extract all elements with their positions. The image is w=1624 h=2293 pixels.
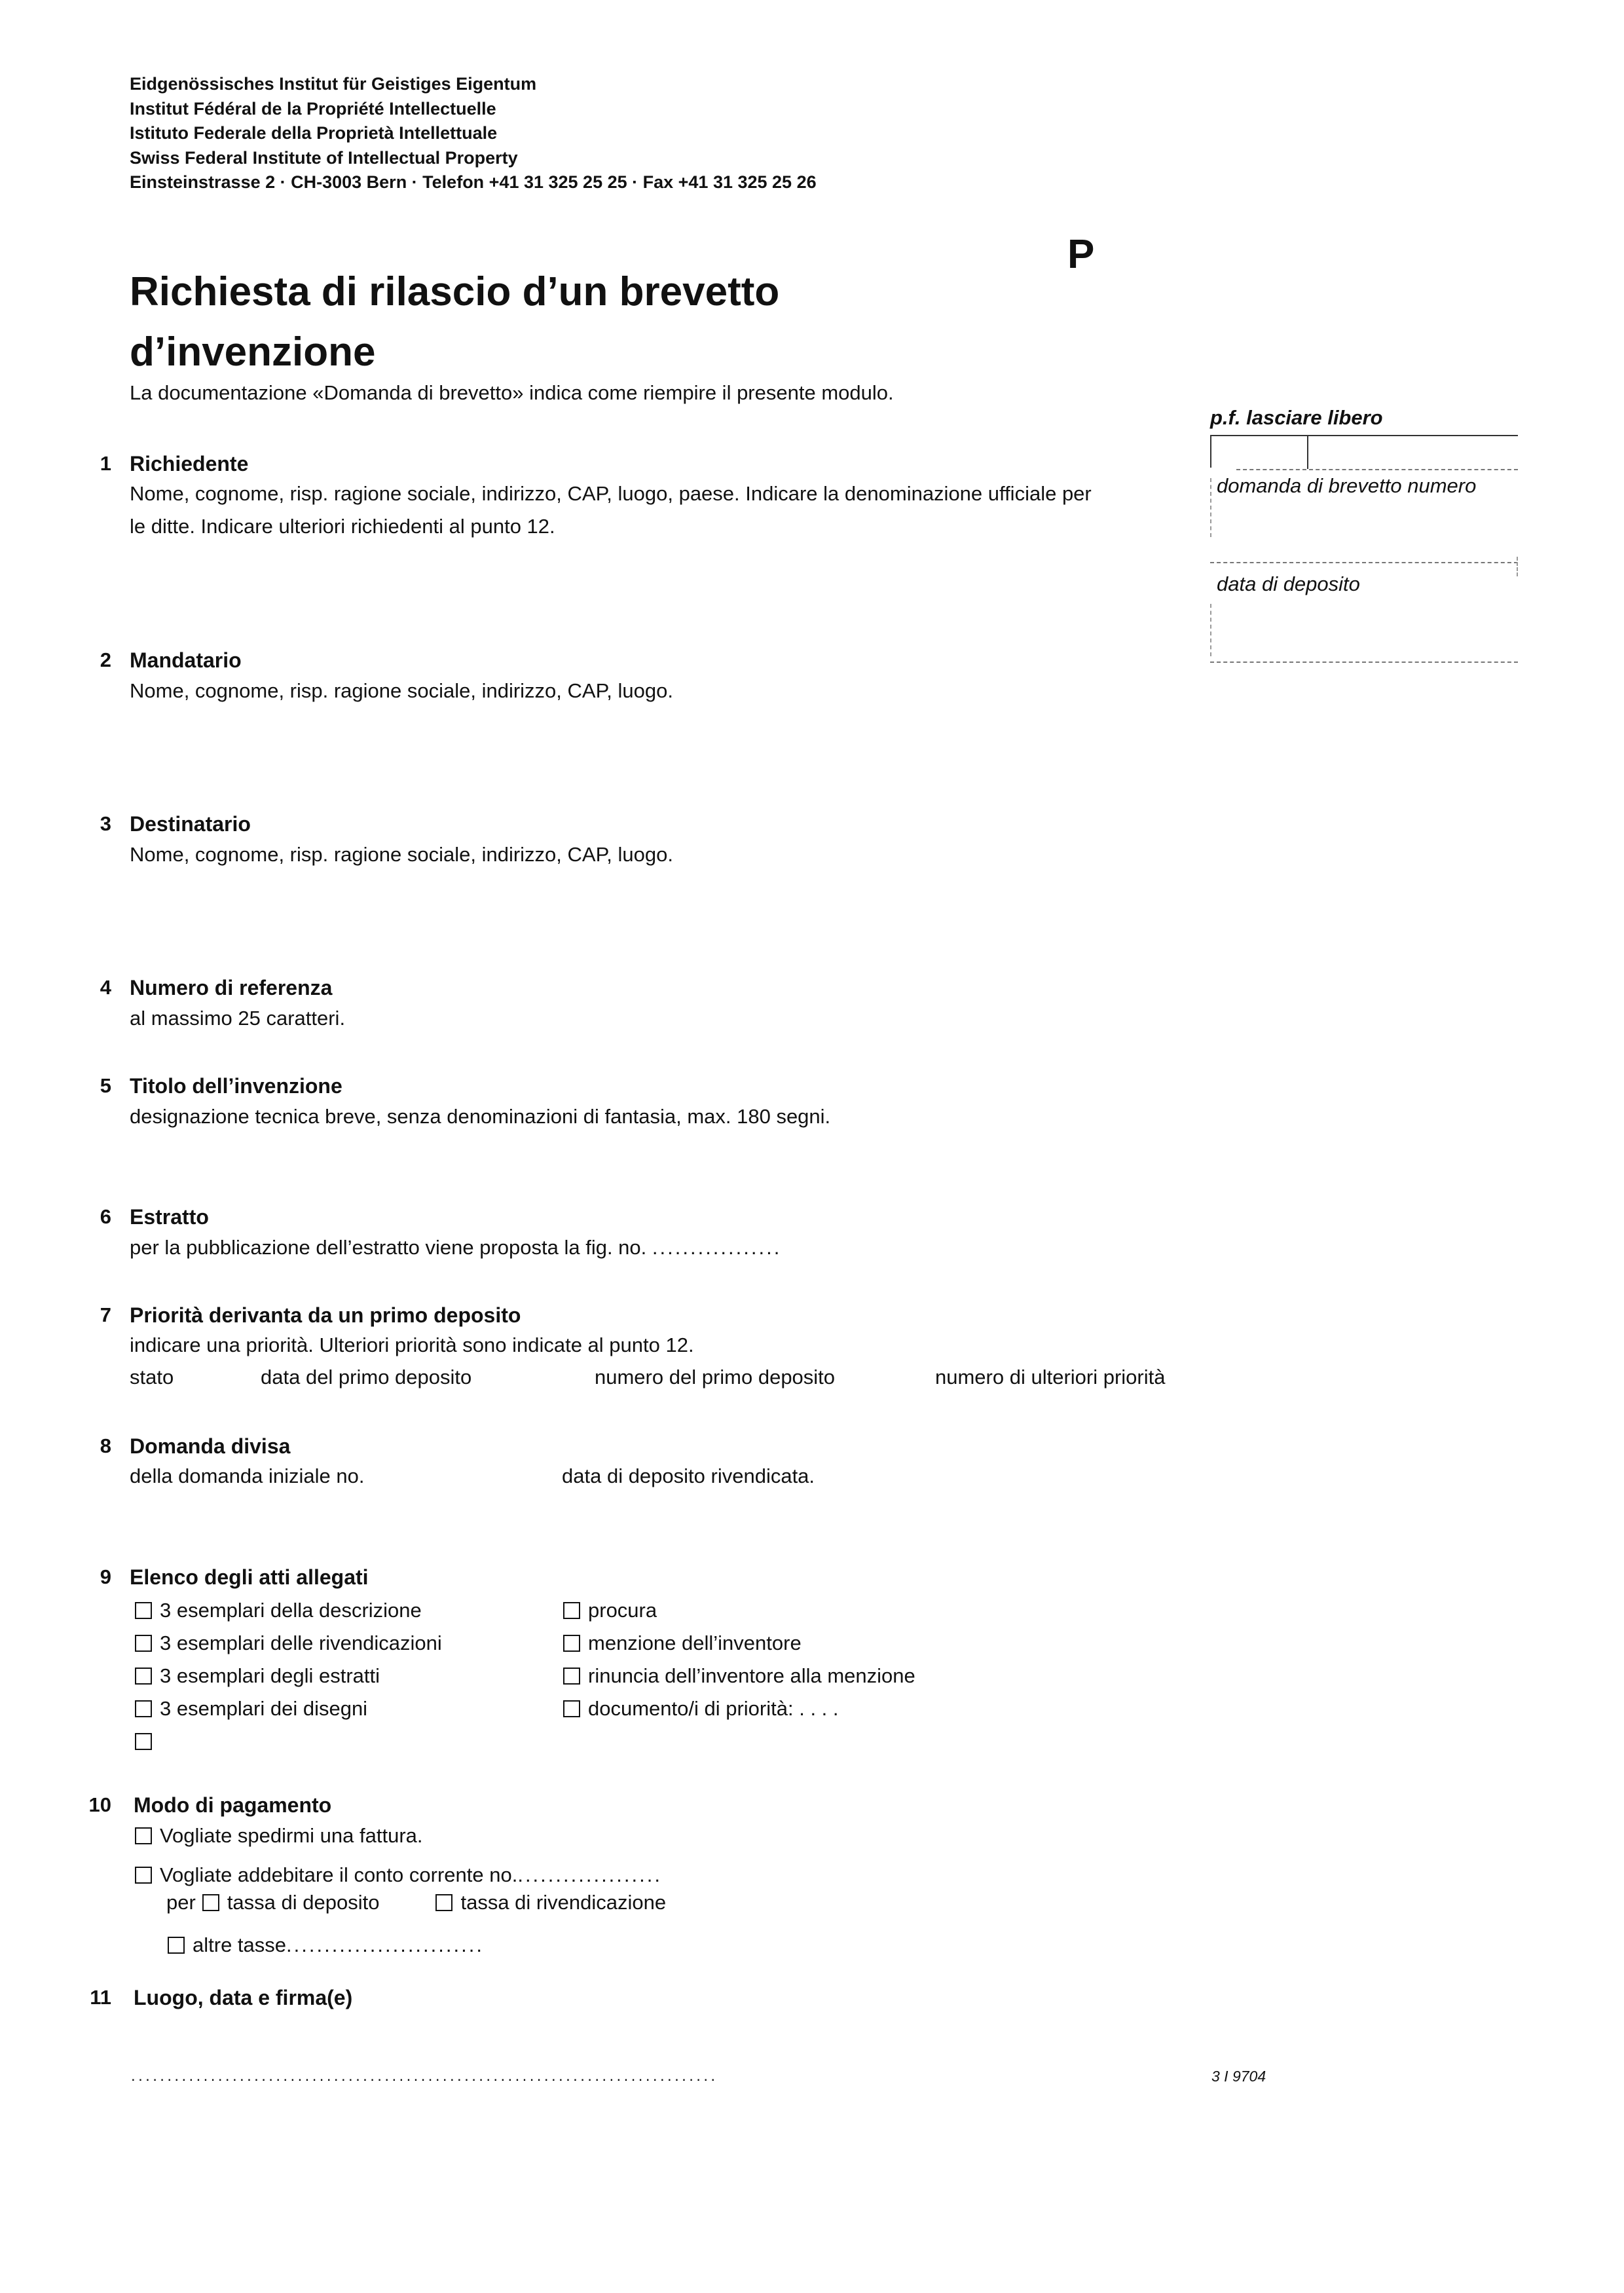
section-title-signature: Luogo, data e firma(e) (134, 1986, 353, 2009)
checkbox[interactable] (563, 1635, 580, 1652)
section-title-representative: Mandatario (130, 648, 242, 672)
account-number-field[interactable]: ................... (517, 1863, 662, 1886)
institute-line: Eidgenössisches Institut für Geistiges Eigentum (130, 74, 537, 94)
section-desc-priority: indicare una priorità. Ulteriori priorità sono indicate al punto 12. (130, 1333, 694, 1356)
section-title-divisional: Domanda divisa (130, 1434, 291, 1458)
page-title (130, 262, 1112, 382)
enclosures-left-column (135, 1594, 442, 1758)
office-use-box (1210, 432, 1518, 668)
priority-col-number: numero del primo deposito (595, 1366, 836, 1389)
checkbox[interactable] (135, 1602, 152, 1619)
section-number: 10 (88, 1793, 111, 1816)
section-number: 8 (100, 1434, 111, 1457)
section-title-enclosures: Elenco degli atti allegati (130, 1565, 369, 1589)
section-title-priority: Priorità derivanta da un primo deposito (130, 1303, 521, 1327)
figure-number-field[interactable]: ................. (652, 1236, 782, 1259)
section-desc-invention-title: designazione tecnica breve, senza denominazioni di fantasia, max. 180 segni. (130, 1105, 831, 1128)
enclosure-drawings[interactable]: 3 esemplari dei disegni (135, 1692, 442, 1725)
section-number: 3 (100, 812, 111, 835)
checkbox[interactable] (135, 1700, 152, 1717)
other-fees-field[interactable]: .......................... (286, 1933, 484, 1956)
section-number: 4 (100, 976, 111, 999)
enclosure-abstracts[interactable]: 3 esemplari degli estratti (135, 1660, 442, 1692)
checkbox[interactable] (135, 1733, 152, 1750)
checkbox[interactable] (563, 1668, 580, 1685)
enclosure-power-of-attorney[interactable]: procura (563, 1594, 915, 1627)
enclosures-right-column (563, 1594, 915, 1725)
payment-other-fees[interactable]: altre tasse .......................... (168, 1932, 484, 1958)
section-number: 9 (100, 1565, 111, 1588)
intro-text: La documentazione «Domanda di brevetto» indica come riempire il presente modulo. (130, 381, 894, 404)
institute-line: Swiss Federal Institute of Intellectual Property (130, 147, 518, 168)
payment-fee-selection: per tassa di deposito tassa di rivendicazione (166, 1891, 667, 1914)
divisional-initial-label: della domanda iniziale no. (130, 1464, 365, 1487)
office-use-heading: p.f. lasciare libero (1210, 406, 1383, 429)
checkbox[interactable] (135, 1668, 152, 1685)
enclosure-priority-documents[interactable]: documento/i di priorità: . . . . (563, 1692, 915, 1725)
divisional-date-label: data di deposito rivendicata. (562, 1464, 815, 1487)
checkbox[interactable] (135, 1635, 152, 1652)
institute-line: Institut Fédéral de la Propriété Intellectuelle (130, 98, 496, 119)
enclosure-inventor-designation[interactable]: menzione dell’inventore (563, 1627, 915, 1660)
signature-line[interactable]: ................................................................................. (131, 2067, 718, 2085)
checkbox[interactable] (168, 1937, 185, 1954)
section-number: 5 (100, 1074, 111, 1097)
filing-date-label: data di deposito (1217, 572, 1360, 595)
document-letter: P (1067, 232, 1095, 277)
section-desc-representative: Nome, cognome, risp. ragione sociale, indirizzo, CAP, luogo. (130, 679, 673, 702)
checkbox[interactable] (563, 1700, 580, 1717)
enclosure-inventor-waiver[interactable]: rinuncia dell’inventore alla menzione (563, 1660, 915, 1692)
checkbox[interactable] (135, 1827, 152, 1844)
enclosure-other[interactable] (135, 1725, 442, 1758)
priority-col-state: stato (130, 1366, 174, 1389)
section-desc-abstract: per la pubblicazione dell’estratto viene proposta la fig. no. ................. (130, 1236, 782, 1259)
section-title-reference: Numero di referenza (130, 976, 333, 999)
institute-header (130, 72, 817, 195)
checkbox-claim-fee[interactable] (435, 1894, 452, 1911)
section-desc-recipient: Nome, cognome, risp. ragione sociale, indirizzo, CAP, luogo. (130, 843, 673, 866)
payment-debit-account[interactable]: Vogliate addebitare il conto corrente no. ................... (135, 1862, 662, 1888)
checkbox[interactable] (135, 1867, 152, 1884)
section-number: 7 (100, 1303, 111, 1326)
section-title-abstract: Estratto (130, 1205, 209, 1229)
institute-address: Einsteinstrasse 2 · CH-3003 Bern · Telefon +41 31 325 25 25 · Fax +41 31 325 25 26 (130, 172, 817, 192)
section-number: 2 (100, 648, 111, 671)
checkbox-filing-fee[interactable] (202, 1894, 219, 1911)
section-title-invention-title: Titolo dell’invenzione (130, 1074, 342, 1098)
checkbox[interactable] (563, 1602, 580, 1619)
section-desc-applicant: Nome, cognome, risp. ragione sociale, indirizzo, CAP, luogo, paese. Indicare la denominazione ufficiale per le ditte. Indicare ulteriori richiedenti al punto 12. (130, 482, 1092, 538)
institute-line: Istituto Federale della Proprietà Intellettuale (130, 123, 498, 143)
title-line-2: d’invenzione (130, 329, 376, 375)
section-number: 11 (90, 1986, 111, 2009)
section-title-applicant: Richiedente (130, 452, 249, 475)
enclosure-description[interactable]: 3 esemplari della descrizione (135, 1594, 442, 1627)
payment-invoice[interactable]: Vogliate spedirmi una fattura. (135, 1823, 423, 1849)
section-title-recipient: Destinatario (130, 812, 251, 836)
section-number: 6 (100, 1205, 111, 1228)
application-number-label: domanda di brevetto numero (1217, 474, 1477, 497)
priority-col-date: data del primo deposito (261, 1366, 472, 1389)
priority-col-count: numero di ulteriori priorità (935, 1366, 1166, 1389)
form-code: 3 I 9704 (1211, 2068, 1266, 2085)
section-desc-reference: al massimo 25 caratteri. (130, 1007, 346, 1030)
section-title-payment: Modo di pagamento (134, 1793, 332, 1817)
section-number: 1 (100, 452, 111, 475)
title-line-1: Richiesta di rilascio d’un brevetto (130, 269, 780, 314)
enclosure-claims[interactable]: 3 esemplari delle rivendicazioni (135, 1627, 442, 1660)
